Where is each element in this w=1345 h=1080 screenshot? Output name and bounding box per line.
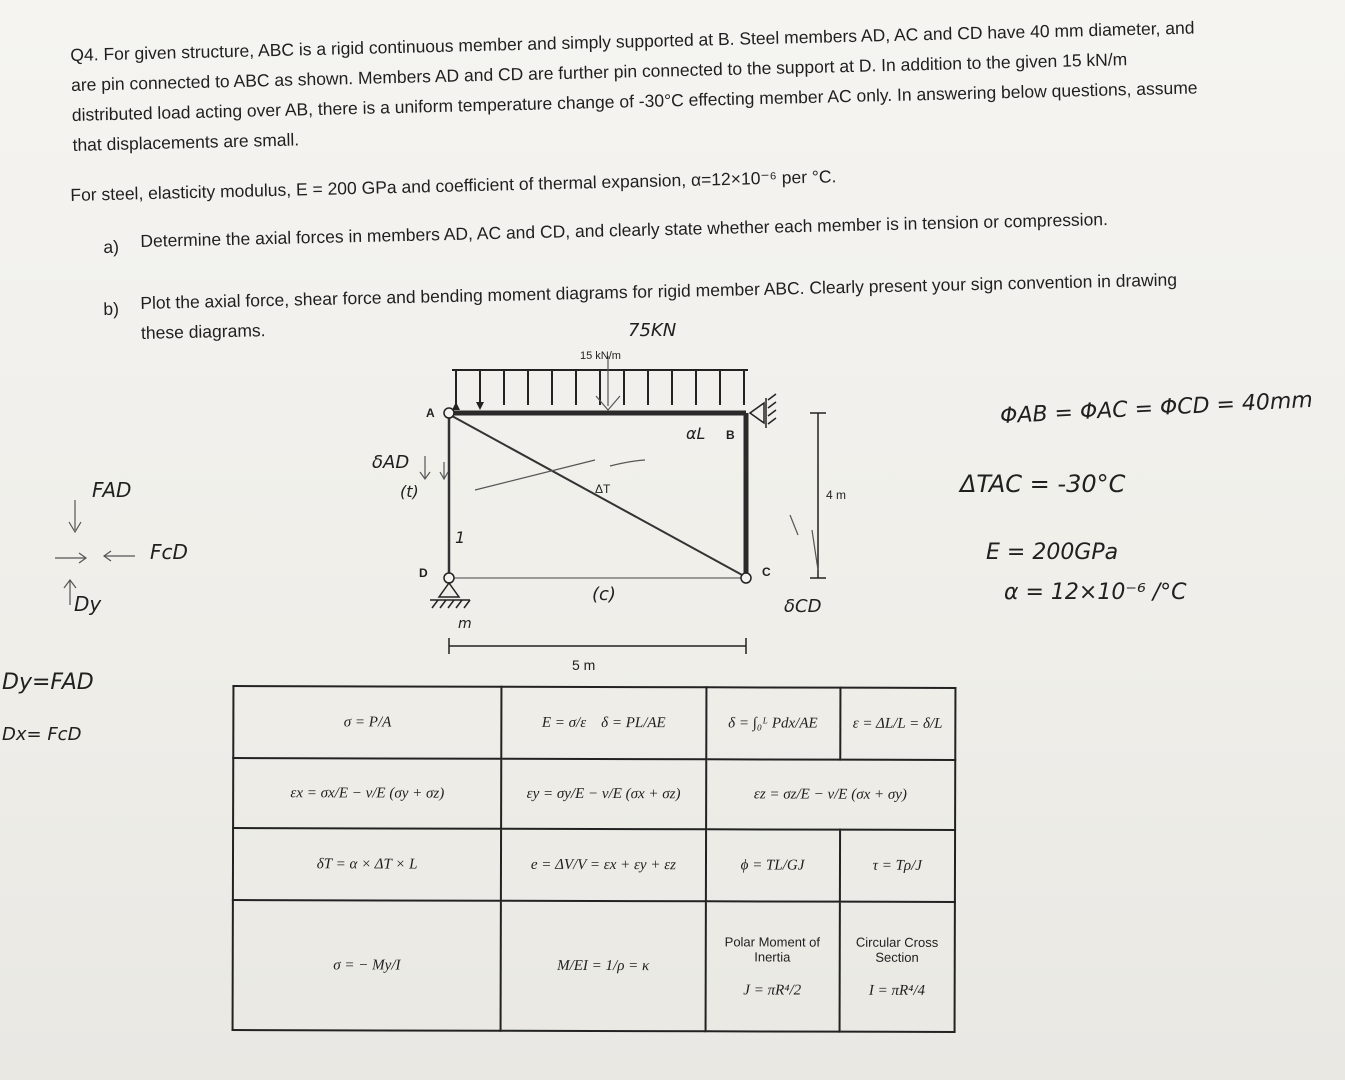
part-a-letter: a) [103,236,120,257]
pin-c [741,573,751,583]
formula-hooke-deform [502,687,706,760]
hw-one: 1 [455,528,466,547]
formula-circular: I = πR⁴/4 [868,982,926,999]
hw-f-ad: FAD [92,478,132,502]
load-label: 15 kN/m [580,350,621,362]
formula-deform: δ = PL/AE [601,714,666,731]
hw-mark-m: m [458,616,472,632]
hw-delta-ad: δAD [372,452,410,473]
formula-ex: εx = σx/E − ν/E (σy + σz) [233,758,502,829]
formula-shear: τ = Tρ/J [839,830,955,902]
formula-vol: e = ΔV/V = εx + εy + εz [501,829,705,902]
span-label: 5 m [572,657,596,673]
node-a-label: A [426,406,435,420]
hw-e-value: E = 200GPa [986,540,1119,565]
part-a-text: Determine the axial forces in members AD, AC and CD, and clearly state whether each member is in tension or compression. [140,209,1109,251]
question-intro: Q4. For given structure, ABC is a rigid continuous member and simply supported at B. Steel members AD, AC and CD have 40 mm diameter, and are pin connected to ABC as shown. Members AD and CD are further pin connected to the support at D. In addition to the given 15 kN/m distributed load acting over AB, there is a uniform temperature change of -30°C effecting member AC only. In answering below questions, assume that displacements are small. [70,17,1198,155]
hw-delta-t-ac: ΔTAC = -30°C [960,470,1126,498]
hw-f-cd: FcD [150,540,188,564]
formula-ez: εz = σz/E − ν/E (σx + σy) [706,759,956,830]
span-dimension [449,638,746,654]
pin-a [444,408,454,418]
formula-thermal: δT = α × ΔT × L [233,828,502,901]
pin-d [444,573,454,583]
hw-alpha-l: αL [686,424,706,443]
circular-title: Circular Cross Section [855,934,939,965]
height-dimension [810,413,826,578]
material-properties: For steel, elasticity modulus, E = 200 GPa and coefficient of thermal expansion, α=12×10⁻⁶ per °C. [70,166,837,205]
hw-alpha-value: α = 12×10⁻⁶ /°C [1004,580,1187,605]
formula-sheet [232,685,957,1033]
node-d-label: D [419,566,428,580]
formula-ey: εy = σy/E − ν/E (σx + σz) [501,759,705,830]
pencil-marks [55,356,818,605]
hw-t-mark: (t) [400,482,419,501]
hw-delta-cd: δCD [784,596,822,617]
hw-diameters: ΦAB = ΦAC = ΦCD = 40mm [999,387,1314,430]
formula-hooke: E = σ/ε [541,714,587,731]
node-b-label: B [726,428,735,442]
polar-title: Polar Moment of Inertia [724,933,821,965]
hw-c-mark: (c) [592,584,616,605]
formula-bend: σ = − My/I [233,900,502,1031]
formula-deform-int: δ = ∫₀ᴸ Pdx/AE [706,687,840,759]
formula-curvature: M/EI = 1/ρ = κ [501,901,706,1032]
hw-dy-eq: Dy=FAD [2,670,94,695]
height-label: 4 m [826,488,847,502]
circular-section-cell [839,902,955,1032]
part-b-text: Plot the axial force, shear force and bending moment diagrams for rigid member ABC. Clearly present your sign convention in drawing these diagrams. [140,269,1178,343]
formula-stress: σ = P/A [233,686,502,759]
delta-t-label: ΔT [595,482,611,496]
hw-dx-eq: Dx= FcD [2,724,82,745]
formula-polar: J = πR⁴/2 [743,981,802,999]
part-b-letter: b) [103,298,120,319]
support-d [430,583,470,608]
polar-moment-cell [705,901,839,1031]
formula-strain: ε = ΔL/L = δ/L [840,688,956,760]
hw-load-total: 75KN [628,320,677,341]
hw-r-dy: Dy [74,592,102,616]
node-c-label: C [762,565,771,579]
support-b [750,394,776,428]
formula-twist: ϕ = TL/GJ [705,829,839,901]
